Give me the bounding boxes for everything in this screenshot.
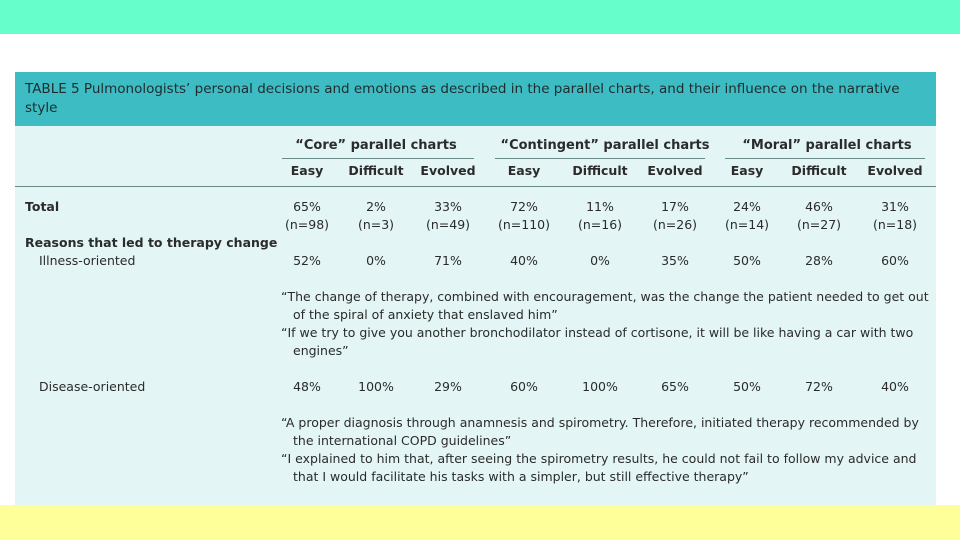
illness-quote-2-line-2: engines” xyxy=(293,343,349,358)
col-header-core-easy: Easy xyxy=(290,163,324,178)
group-core-heading: “Core” parallel charts xyxy=(295,138,457,153)
total-n-moral-difficult: (n=27) xyxy=(796,217,842,232)
illness-contingent-difficult: 0% xyxy=(590,253,610,268)
col-header-core-difficult: Difficult xyxy=(348,163,404,178)
total-n-core-evolved: (n=49) xyxy=(425,217,471,232)
illness-quotes xyxy=(281,288,931,360)
col-header-moral-difficult: Difficult xyxy=(791,163,847,178)
disease-core-easy: 48% xyxy=(293,379,321,394)
total-pct-core-evolved: 33% xyxy=(434,199,462,214)
total-pct-moral-evolved: 31% xyxy=(881,199,909,214)
disease-quote-1-line-2: the international COPD guidelines” xyxy=(293,433,512,448)
illness-core-difficult: 0% xyxy=(366,253,386,268)
disease-quote-1-line-1: “A proper diagnosis through anamnesis and spirometry. Therefore, initiated therapy recommended by xyxy=(281,415,919,430)
total-pct-contingent-evolved: 17% xyxy=(661,199,689,214)
header-bottom-rule xyxy=(15,186,936,187)
illness-contingent-evolved: 35% xyxy=(661,253,689,268)
total-label: Total xyxy=(25,199,60,214)
total-pct-core-difficult: 2% xyxy=(366,199,386,214)
disease-core-difficult: 100% xyxy=(358,379,394,394)
col-header-contingent-difficult: Difficult xyxy=(572,163,628,178)
total-n-contingent-evolved: (n=26) xyxy=(652,217,698,232)
illness-quote-2-line-1: “If we try to give you another bronchodilator instead of cortisone, it will be like having a car with two xyxy=(281,325,914,340)
group-contingent-rule xyxy=(495,158,705,159)
illness-contingent-easy: 40% xyxy=(510,253,538,268)
disease-quote-2-line-2: that I would facilitate his tasks with a simpler, but still effective therapy” xyxy=(293,469,749,484)
disease-label: Disease-oriented xyxy=(39,379,146,394)
illness-moral-easy: 50% xyxy=(733,253,761,268)
table-header-bar xyxy=(15,72,936,126)
total-n-moral-easy: (n=14) xyxy=(724,217,770,232)
bottom-accent-band xyxy=(0,505,960,540)
group-contingent-heading: “Contingent” parallel charts xyxy=(500,138,710,153)
total-n-core-difficult: (n=3) xyxy=(357,217,395,232)
col-header-moral-easy: Easy xyxy=(730,163,764,178)
total-pct-contingent-easy: 72% xyxy=(510,199,538,214)
disease-contingent-difficult: 100% xyxy=(582,379,618,394)
total-pct-moral-easy: 24% xyxy=(733,199,761,214)
disease-moral-difficult: 72% xyxy=(805,379,833,394)
total-n-core-easy: (n=98) xyxy=(284,217,330,232)
reasons-heading: Reasons that led to therapy change xyxy=(25,235,278,250)
group-moral-heading: “Moral” parallel charts xyxy=(742,138,912,153)
disease-contingent-easy: 60% xyxy=(510,379,538,394)
group-moral-rule xyxy=(725,158,925,159)
total-n-moral-evolved: (n=18) xyxy=(872,217,918,232)
illness-quote-1-line-1: “The change of therapy, combined with encouragement, was the change the patient needed to get out xyxy=(281,289,929,304)
illness-label: Illness-oriented xyxy=(39,253,136,268)
illness-moral-evolved: 60% xyxy=(881,253,909,268)
disease-contingent-evolved: 65% xyxy=(661,379,689,394)
col-header-moral-evolved: Evolved xyxy=(867,163,923,178)
illness-core-easy: 52% xyxy=(293,253,321,268)
total-pct-core-easy: 65% xyxy=(293,199,321,214)
illness-moral-difficult: 28% xyxy=(805,253,833,268)
illness-core-evolved: 71% xyxy=(434,253,462,268)
col-header-contingent-easy: Easy xyxy=(507,163,541,178)
total-n-contingent-easy: (n=110) xyxy=(497,217,550,232)
total-pct-contingent-difficult: 11% xyxy=(586,199,614,214)
disease-quote-2-line-1: “I explained to him that, after seeing the spirometry results, he could not fail to follow my advice and xyxy=(281,451,917,466)
table-title: TABLE 5 Pulmonologists’ personal decisions and emotions as described in the parallel charts, and their influence on the narrative style xyxy=(25,81,900,116)
disease-moral-easy: 50% xyxy=(733,379,761,394)
col-header-contingent-evolved: Evolved xyxy=(647,163,703,178)
total-pct-moral-difficult: 46% xyxy=(805,199,833,214)
illness-quote-1-line-2: of the spiral of anxiety that enslaved him” xyxy=(293,307,558,322)
disease-core-evolved: 29% xyxy=(434,379,462,394)
col-header-core-evolved: Evolved xyxy=(420,163,476,178)
results-table xyxy=(15,72,936,505)
top-accent-band xyxy=(0,0,960,34)
disease-moral-evolved: 40% xyxy=(881,379,909,394)
total-n-contingent-difficult: (n=16) xyxy=(577,217,623,232)
group-core-rule xyxy=(282,158,474,159)
disease-quotes xyxy=(281,414,931,486)
